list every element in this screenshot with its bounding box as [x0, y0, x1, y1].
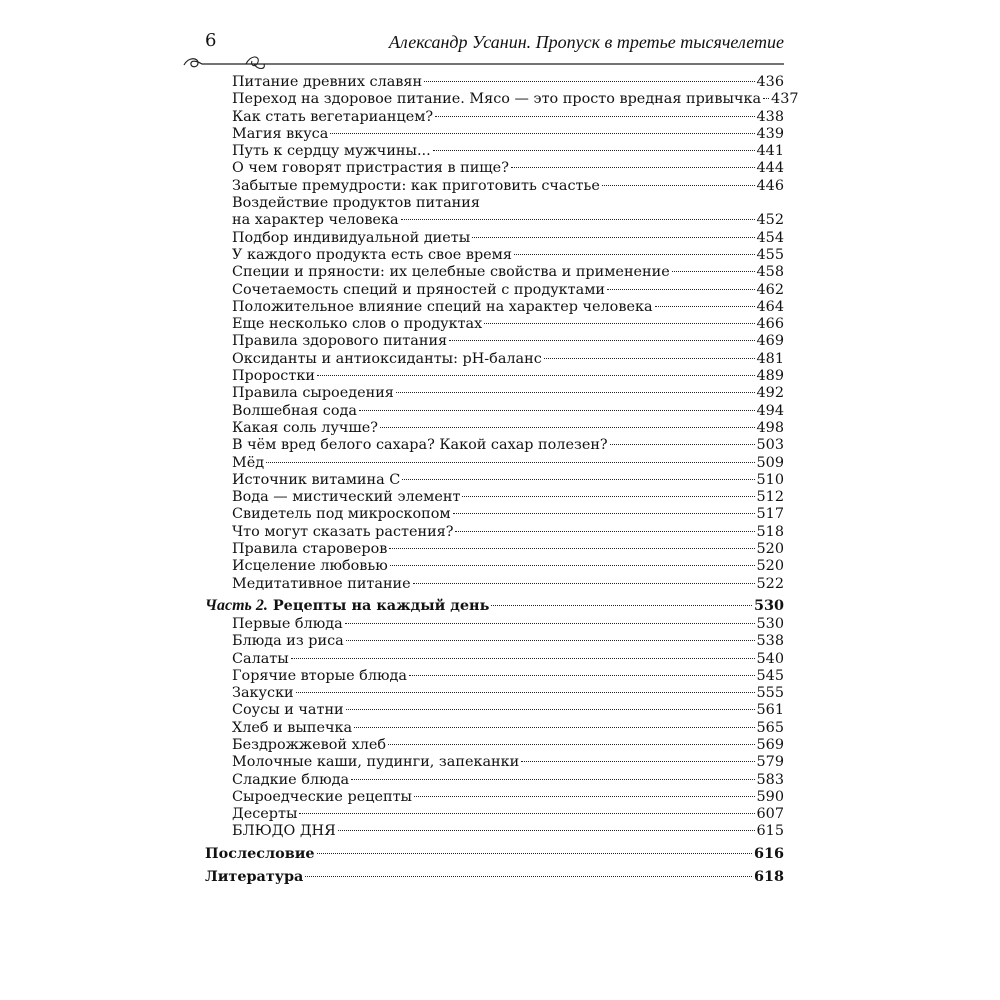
toc-entry-page: 518 [756, 523, 784, 540]
toc-entry-text: Вода — мистический элемент [232, 489, 461, 506]
toc-entry-page: 616 [753, 844, 784, 862]
toc-entry-title [232, 472, 400, 489]
dot-leader [514, 254, 755, 255]
toc-entry-title [232, 126, 328, 143]
dot-leader [359, 410, 755, 411]
dot-leader [388, 744, 754, 745]
toc-entry-text: О чем говорят пристрастия в пище? [232, 160, 509, 177]
toc-entry [205, 109, 784, 126]
toc-entry-page: 492 [756, 385, 784, 402]
toc-entry-title [232, 178, 600, 195]
toc-entry [205, 576, 784, 593]
dot-leader [491, 605, 752, 606]
toc-entry-text: У каждого продукта есть свое время [232, 246, 512, 263]
toc-entry-text: Мёд [232, 454, 265, 471]
toc-entry-page: 512 [756, 489, 784, 506]
toc-entry-page: 555 [756, 685, 784, 702]
toc-entry-page: 530 [756, 615, 784, 632]
toc-entry [205, 195, 784, 212]
toc-entry-text: Воздействие продуктов питания [232, 195, 480, 212]
toc-entry-title [232, 616, 343, 633]
toc-entry-text: Источник витамина С [232, 471, 401, 488]
toc-entry-page: 455 [756, 246, 784, 263]
toc-entry [205, 126, 784, 143]
dot-leader [672, 271, 755, 272]
toc-entry-title [205, 843, 315, 864]
toc-entry-page: 503 [756, 437, 784, 454]
toc-entry-text: Магия вкуса [232, 125, 329, 142]
dot-leader [414, 796, 755, 797]
toc-entry [205, 368, 784, 385]
toc-entry-text: Блюда из риса [232, 633, 344, 650]
toc-entry-text: Правила сыроедения [232, 385, 394, 402]
toc-entry-text: Салаты [232, 650, 289, 667]
toc-entry [205, 403, 784, 420]
toc-entry-page: 561 [756, 702, 784, 719]
toc-entry-title [232, 806, 297, 823]
toc-entry [205, 437, 784, 454]
dot-leader [484, 323, 754, 324]
toc-entry [205, 299, 784, 316]
toc-entry-text: Сочетаемость специй и пряностей с продуктами [232, 281, 605, 298]
dot-leader [511, 167, 755, 168]
toc-entry-text: Специи и пряности: их целебные свойства и применение [232, 264, 670, 281]
toc-entry-text: Рецепты на каждый день [272, 596, 490, 614]
toc-entry-title [232, 264, 670, 281]
toc-entry-text: Что могут сказать растения? [232, 523, 454, 540]
toc-entry-title [232, 316, 482, 333]
toc-entry-text: БЛЮДО ДНЯ [232, 823, 336, 840]
dot-leader [291, 658, 755, 659]
toc-entry-page: 481 [756, 350, 784, 367]
toc-entry-title [232, 455, 264, 472]
toc-entry-title [232, 541, 387, 558]
toc-entry [205, 737, 784, 754]
dot-leader [455, 531, 754, 532]
toc-entry [205, 772, 784, 789]
toc-entry-page: 530 [753, 596, 784, 614]
dot-leader [390, 565, 755, 566]
toc-entry [205, 420, 784, 437]
toc-entry [205, 385, 784, 402]
toc-entry-title [232, 368, 315, 385]
dot-leader [330, 133, 754, 134]
toc-entry-title [232, 506, 451, 523]
toc-entry [205, 351, 784, 368]
toc-entry-text: Медитативное питание [232, 575, 411, 592]
toc-entry-page: 438 [756, 108, 784, 125]
toc-entry-title [232, 823, 336, 840]
dot-leader [380, 427, 755, 428]
toc-entry-title [232, 489, 460, 506]
toc-entry-title [232, 685, 294, 702]
toc-entry-text: Положительное влияние специй на характер человека [232, 298, 653, 315]
dot-leader [449, 340, 754, 341]
dot-leader [266, 462, 754, 463]
toc-entry-title [232, 668, 407, 685]
toc-entry-text: Свидетель под микроскопом [232, 506, 451, 523]
toc-entry-title [232, 437, 608, 454]
toc-entry-page: 615 [756, 823, 784, 840]
toc-entry-title [232, 351, 542, 368]
toc-entry [205, 160, 784, 177]
dot-leader [462, 496, 754, 497]
dot-leader [389, 548, 754, 549]
toc-entry-page: 517 [756, 506, 784, 523]
toc-entry-page: 510 [756, 471, 784, 488]
toc-entry-text: Питание древних славян [232, 74, 423, 90]
toc-entry-page: 522 [756, 575, 784, 592]
dot-leader [424, 81, 754, 82]
toc-entry-text: Какая соль лучше? [232, 419, 378, 436]
toc-entry-text: Переход на здоровое питание. Мясо — это просто вредная привычка [232, 91, 762, 108]
toc-entry [205, 212, 784, 229]
toc-entry-text: Еще несколько слов о продуктах [232, 316, 483, 333]
toc-entry-text: Сыроедческие рецепты [232, 788, 412, 805]
toc-entry [205, 789, 784, 806]
toc-entry [205, 472, 784, 489]
page-number: 6 [205, 30, 217, 51]
toc-entry [205, 633, 784, 650]
dot-leader [610, 444, 755, 445]
toc-entry-page: 618 [753, 867, 784, 885]
toc-entry [205, 558, 784, 575]
dot-leader [413, 583, 755, 584]
toc-entry [205, 264, 784, 281]
toc-entry-title [232, 91, 761, 108]
toc-entry-title [232, 737, 386, 754]
toc-entry-title [232, 385, 394, 402]
dot-leader [401, 219, 755, 220]
toc-entry [205, 685, 784, 702]
toc-entry-title [205, 595, 489, 616]
toc-entry-page: 437 [771, 91, 799, 108]
toc-entry-page: 509 [756, 454, 784, 471]
dot-leader [409, 675, 755, 676]
toc-entry-title [232, 143, 431, 160]
toc-entry-title [232, 333, 447, 350]
toc-entry-page: 498 [756, 419, 784, 436]
toc-entry-title [232, 420, 378, 437]
toc-entry [205, 702, 784, 719]
toc-entry-text: Забытые премудрости: как приготовить счастье [232, 177, 600, 194]
toc-entry-page: 462 [756, 281, 784, 298]
header-ornament-icon [180, 52, 790, 72]
toc-entry [205, 616, 784, 633]
toc-entry-title [232, 772, 349, 789]
dot-leader [402, 479, 754, 480]
toc-entry-page: 436 [756, 74, 784, 90]
toc-entry [205, 316, 784, 333]
toc-entry [205, 230, 784, 247]
toc-entry-text: Закуски [232, 685, 294, 702]
toc-entry-text: Молочные каши, пудинги, запеканки [232, 754, 520, 771]
table-of-contents [205, 74, 799, 887]
toc-entry-title [232, 282, 605, 299]
toc-entry-text: Хлеб и выпечка [232, 719, 353, 736]
dot-leader [299, 813, 754, 814]
toc-entry-text: Горячие вторые блюда [232, 667, 407, 684]
toc-entry-page: 494 [756, 402, 784, 419]
toc-entry-title [232, 754, 519, 771]
toc-entry-title [232, 633, 344, 650]
toc-entry-title [232, 195, 480, 212]
toc-entry-text: Волшебная сода [232, 402, 357, 419]
toc-entry-page: 540 [756, 650, 784, 667]
dot-leader [521, 761, 754, 762]
toc-entry-title [232, 230, 470, 247]
dot-leader [317, 853, 752, 854]
toc-entry [205, 866, 784, 887]
toc-entry-text: Первые блюда [232, 615, 343, 632]
toc-entry-title [232, 299, 653, 316]
toc-entry [205, 489, 784, 506]
toc-entry-page: 458 [756, 264, 784, 281]
toc-entry-page: 441 [756, 143, 784, 160]
toc-entry [205, 333, 784, 350]
toc-entry-text: Десерты [232, 806, 298, 823]
toc-entry-text: Как стать вегетарианцем? [232, 108, 434, 125]
toc-entry [205, 843, 784, 864]
dot-leader [345, 623, 755, 624]
toc-entry-title [232, 247, 512, 264]
part-prefix: Часть 2. [205, 596, 268, 614]
toc-entry-title [232, 109, 433, 126]
toc-entry-page: 469 [756, 333, 784, 350]
dot-leader [607, 289, 755, 290]
toc-entry-text: Исцеление любовью [232, 558, 388, 575]
toc-entry-text: Литература [205, 867, 304, 885]
toc-entry-page: 466 [756, 316, 784, 333]
toc-entry [205, 823, 784, 840]
toc-entry-page: 444 [756, 160, 784, 177]
toc-entry [205, 247, 784, 264]
toc-entry-page: 464 [756, 298, 784, 315]
dot-leader [763, 98, 769, 99]
dot-leader [602, 185, 755, 186]
toc-entry-text: В чём вред белого сахара? Какой сахар полезен? [232, 437, 608, 454]
toc-entry [205, 282, 784, 299]
toc-entry-title [232, 212, 399, 229]
toc-entry-title [232, 160, 509, 177]
dot-leader [338, 830, 755, 831]
toc-entry-title [232, 720, 352, 737]
toc-entry-title [232, 74, 422, 91]
toc-entry-page: 607 [756, 806, 784, 823]
toc-entry-text: Оксиданты и антиоксиданты: рН-баланс [232, 350, 542, 367]
toc-entry [205, 178, 784, 195]
toc-entry [205, 720, 784, 737]
toc-entry-text: Соусы и чатни [232, 702, 344, 719]
dot-leader [472, 237, 754, 238]
toc-entry-text: Подбор индивидуальной диеты [232, 229, 471, 246]
toc-entry-title [232, 702, 344, 719]
toc-entry-text: Путь к сердцу мужчины... [232, 143, 431, 160]
toc-entry [205, 506, 784, 523]
toc-entry-text: Бездрожжевой хлеб [232, 736, 387, 753]
dot-leader [453, 513, 755, 514]
dot-leader [655, 306, 755, 307]
running-header: Александр Усанин. Пропуск в третье тысячелетие [388, 32, 784, 52]
toc-entry [205, 651, 784, 668]
toc-entry-title [232, 558, 388, 575]
dot-leader [544, 358, 755, 359]
dot-leader [396, 392, 755, 393]
toc-entry-page: 579 [756, 754, 784, 771]
toc-entry-page: 545 [756, 667, 784, 684]
toc-entry-text: Проростки [232, 368, 315, 385]
dot-leader [346, 709, 755, 710]
dot-leader [296, 692, 755, 693]
toc-entry-title [232, 524, 453, 541]
toc-entry [205, 668, 784, 685]
toc-entry-title [232, 651, 289, 668]
toc-entry-title [232, 789, 412, 806]
toc-entry [205, 595, 784, 616]
toc-entry [205, 91, 799, 108]
toc-entry [205, 806, 784, 823]
toc-entry-page: 538 [756, 633, 784, 650]
dot-leader [354, 727, 754, 728]
toc-entry [205, 524, 784, 541]
toc-entry [205, 455, 784, 472]
toc-entry-page: 454 [756, 229, 784, 246]
toc-entry-page: 565 [756, 719, 784, 736]
toc-entry-page: 583 [756, 771, 784, 788]
toc-entry-title [205, 866, 303, 887]
toc-entry-page: 520 [756, 541, 784, 558]
toc-entry-text: Правила староверов [232, 541, 388, 558]
dot-leader [433, 150, 755, 151]
toc-entry-page: 590 [756, 788, 784, 805]
toc-entry-text: на характер человека [232, 212, 399, 229]
toc-entry-page: 452 [756, 212, 784, 229]
toc-entry-title [232, 403, 357, 420]
dot-leader [305, 876, 752, 877]
dot-leader [317, 375, 755, 376]
toc-entry-page: 446 [756, 177, 784, 194]
dot-leader [351, 779, 754, 780]
toc-entry-page: 569 [756, 736, 784, 753]
toc-entry [205, 541, 784, 558]
toc-entry-text: Сладкие блюда [232, 771, 350, 788]
toc-entry-page: 520 [756, 558, 784, 575]
toc-entry-title [232, 576, 411, 593]
toc-entry-page: 489 [756, 368, 784, 385]
dot-leader [346, 640, 755, 641]
toc-entry-text: Послесловие [205, 844, 315, 862]
toc-entry [205, 754, 784, 771]
dot-leader [435, 116, 754, 117]
toc-entry-text: Правила здорового питания [232, 333, 448, 350]
toc-entry [205, 143, 784, 160]
toc-entry-page: 439 [756, 125, 784, 142]
toc-entry [205, 74, 784, 91]
